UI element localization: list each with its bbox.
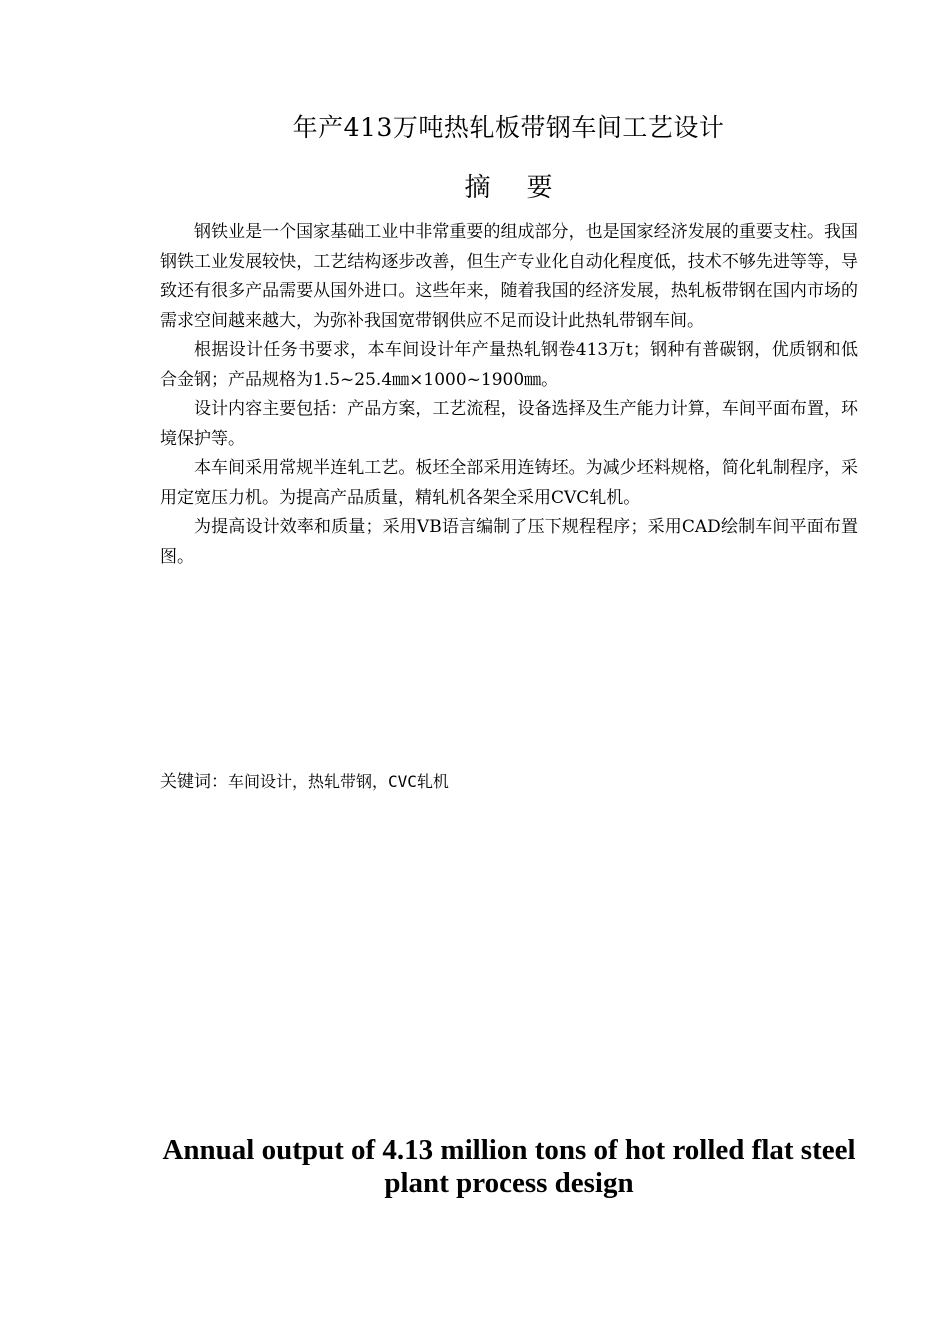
keywords-line — [160, 768, 858, 796]
keywords-label: 关键词： — [160, 772, 228, 792]
abstract-paragraph-4: 本车间采用常规半连轧工艺。板坯全部采用连铸坯。为减少坯料规格，简化轧制程序，采用定宽压力机。为提高产品质量，精轧机各架全采用CVC轧机。 — [160, 458, 858, 508]
abstract-body — [160, 218, 858, 572]
abstract-heading — [0, 168, 950, 208]
abstract-heading-char-1: 摘 — [464, 173, 491, 203]
abstract-paragraph-2: 根据设计任务书要求，本车间设计年产量热轧钢卷413万t；钢种有普碳钢，优质钢和低合金钢；产品规格为1.5~25.4㎜×1000~1900㎜。 — [160, 340, 858, 390]
keywords-value: 车间设计，热轧带钢，CVC轧机 — [228, 772, 449, 791]
english-title: Annual output of 4.13 million tons of hot rolled flat steel plant process design — [162, 1134, 856, 1199]
abstract-paragraph-3: 设计内容主要包括：产品方案，工艺流程，设备选择及生产能力计算，车间平面布置，环境保护等。 — [160, 399, 858, 449]
abstract-paragraph-1: 钢铁业是一个国家基础工业中非常重要的组成部分，也是国家经济发展的重要支柱。我国钢铁工业发展较快，工艺结构逐步改善，但生产专业化自动化程度低，技术不够先进等等，导致还有很多产品需要从国外进口。这些年来，随着我国的经济发展，热轧板带钢在国内市场的需求空间越来越大，为弥补我国宽带钢供应不足而设计此热轧带钢车间。 — [160, 222, 858, 331]
chinese-title: 年产413万吨热轧板带钢车间工艺设计 — [292, 113, 725, 142]
abstract-heading-char-2: 要 — [526, 173, 553, 203]
abstract-paragraph-5: 为提高设计效率和质量；采用VB语言编制了压下规程程序；采用CAD绘制车间平面布置图。 — [160, 517, 858, 567]
